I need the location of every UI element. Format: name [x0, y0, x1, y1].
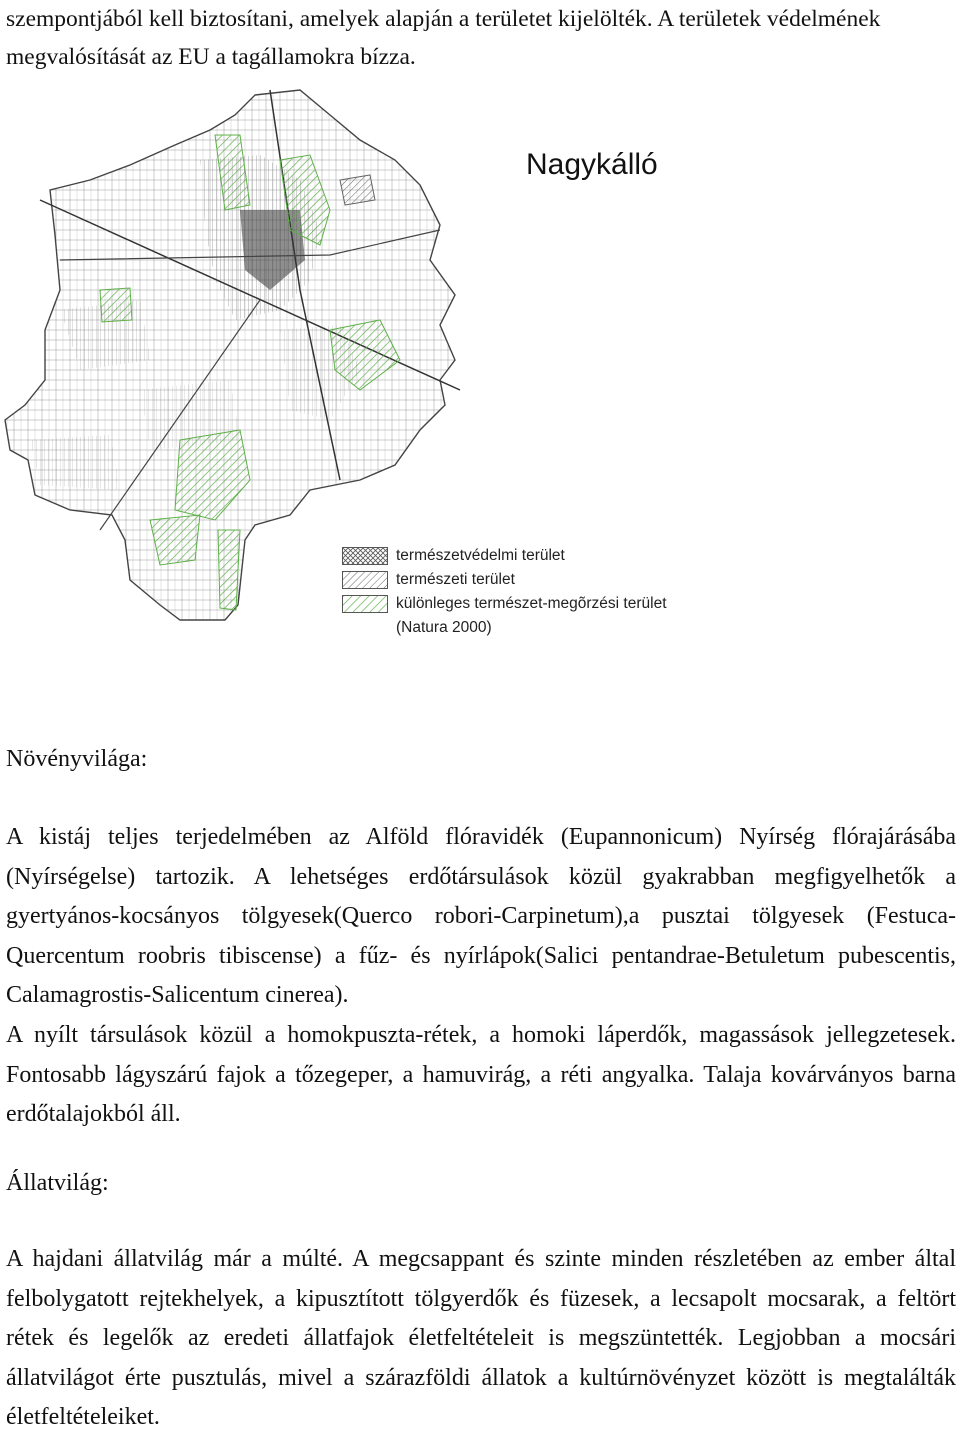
- legend-label: különleges természet-megõrzési terület: [396, 595, 667, 612]
- legend-swatch-icon: [342, 571, 388, 589]
- intro-paragraph: szempontjából kell biztosítani, amelyek alapján a területet kijelölték. A területek védelmének megvalósítását az EU a tagállamokra bízza.: [6, 6, 881, 70]
- flora-paragraph: A nyílt társulások közül a homokpuszta-rétek, a homoki láperdők, magassások jellegzetesek. Fontosabb lágyszárú fajok a tőzegeper, a hamuvirág, a réti angyalka. Talaja kovárványos barna erdőtalajokból áll.: [6, 1022, 956, 1128]
- legend-note: (Natura 2000): [396, 619, 492, 636]
- legend-item: [342, 544, 667, 568]
- flora-heading: Növényvilága:: [6, 746, 148, 772]
- legend-swatch-icon: [342, 547, 388, 565]
- legend-swatch-icon: [342, 595, 388, 613]
- map-legend: [342, 544, 667, 640]
- fauna-paragraph: A hajdani állatvilág már a múlté. A megcsappant és szinte minden részletében az ember által felbolygatott rejtekhelyek, a kipusztított tölgyerdők és füzesek, a lecsapolt mocsarak, a feltört rétek és legelők az eredeti állatfajok életfeltételeit is megszüntették. Legjobban a mocsári állatvilágot érte pusztulás, mivel a szárazföldi állatok a kultúrnövényzet között is megtalálták életfeltételeiket.: [6, 1246, 956, 1431]
- legend-label: természetvédelmi terület: [396, 547, 565, 564]
- map-figure: [0, 60, 960, 670]
- map-outline: [5, 90, 460, 620]
- legend-label: természeti terület: [396, 571, 515, 588]
- map-title: Nagykálló: [526, 148, 658, 181]
- legend-item: [342, 568, 667, 592]
- fauna-heading: Állatvilág:: [6, 1170, 109, 1196]
- flora-paragraph: A kistáj teljes terjedelmében az Alföld flóravidék (Eupannonicum) Nyírség flórajárásába (Nyírségelse) tartozik. A lehetséges erdőtársulások közül gyakrabban megfigyelhetők a gyertyános-kocsányos tölgyesek(Querco robori-Carpinetum),a pusztai tölgyesek (Festuca-Quercentum roobris tibiscense) a fűz- és nyírlápok(Salici pentandrae-Betuletum pubescentis, Calamagrostis-Salicentum cinerea).: [6, 824, 956, 1009]
- legend-item: [342, 592, 667, 616]
